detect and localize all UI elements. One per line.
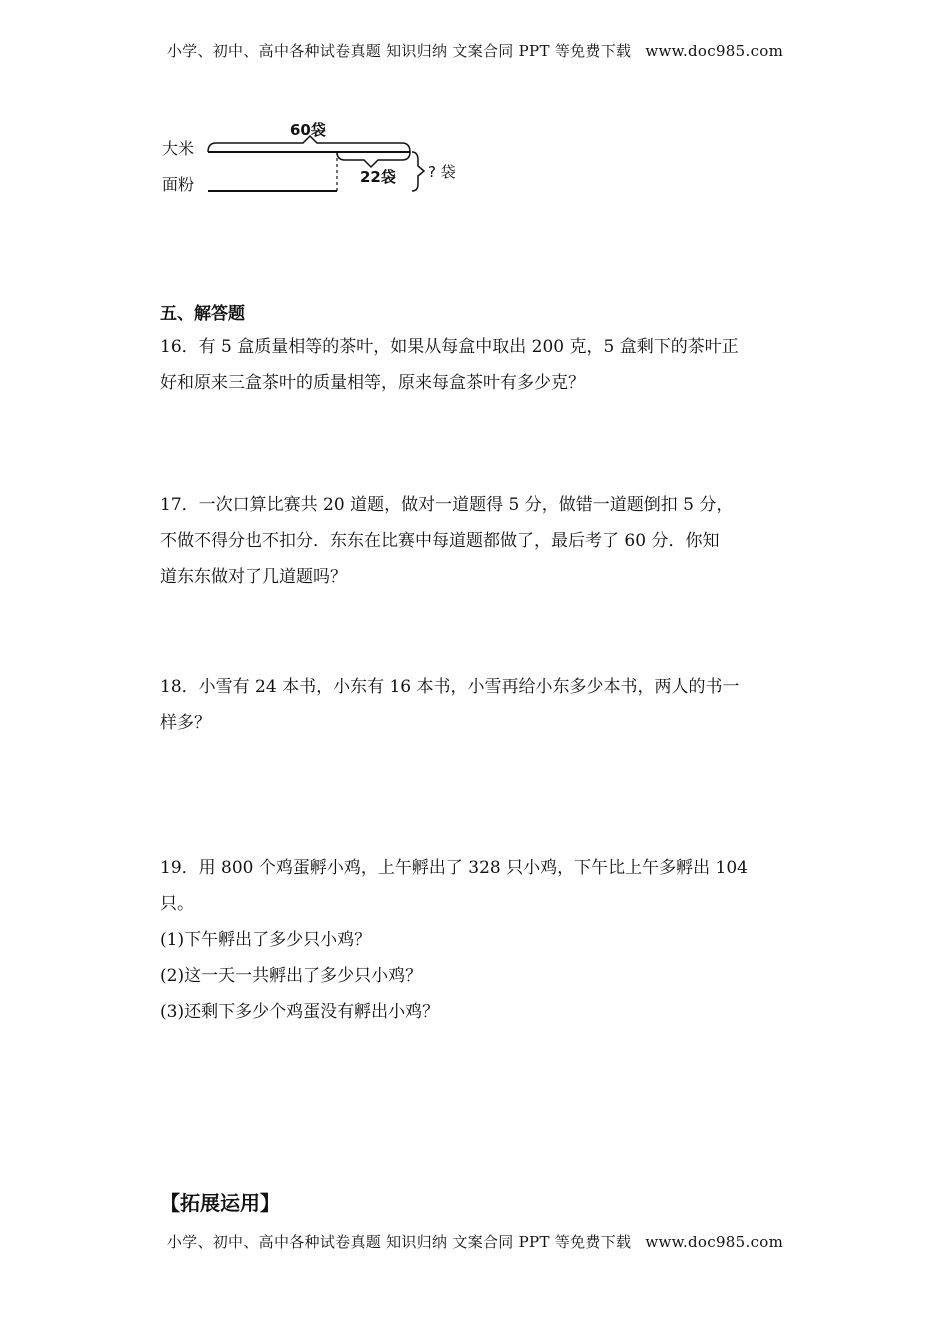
- header-text: 小学、初中、高中各种试卷真题 知识归纳 文案合同 PPT 等免费下载: [166, 42, 632, 60]
- section-title: 五、解答题: [160, 304, 245, 324]
- question-line: 只。: [160, 894, 194, 914]
- total-label: 60袋: [290, 121, 326, 139]
- footer-text: 小学、初中、高中各种试卷真题 知识归纳 文案合同 PPT 等免费下载: [166, 1233, 632, 1251]
- question-19: [160, 850, 790, 1030]
- question-line: 17．一次口算比赛共 20 道题，做对一道题得 5 分，做错一道题倒扣 5 分，: [160, 495, 734, 515]
- header-url[interactable]: www.doc985.com: [645, 42, 784, 60]
- line-segment-diagram: [160, 112, 470, 197]
- question-line: 19．用 800 个鸡蛋孵小鸡，上午孵出了 328 只小鸡，下午比上午多孵出 104: [160, 858, 748, 878]
- rice-label: 大米: [162, 139, 195, 158]
- page-header: [0, 40, 950, 61]
- question-brace: [412, 152, 424, 191]
- sub-question-2: (2)这一天一共孵出了多少只小鸡？: [160, 966, 423, 986]
- extension-title: 【拓展运用】: [160, 1191, 280, 1215]
- diff-label: 22袋: [360, 168, 396, 186]
- question-line: 18．小雪有 24 本书，小东有 16 本书，小雪再给小东多少本书，两人的书一: [160, 677, 740, 697]
- question-18: [160, 669, 790, 741]
- sub-question-1: (1)下午孵出了多少只小鸡？: [160, 930, 372, 950]
- question-line: 好和原来三盒茶叶的质量相等，原来每盒茶叶有多少克？: [160, 373, 585, 393]
- question-16: [160, 329, 790, 401]
- question-line: 不做不得分也不扣分．东东在比赛中每道题都做了，最后考了 60 分．你知: [160, 531, 720, 551]
- question-label: ? 袋: [428, 163, 456, 181]
- flour-label: 面粉: [162, 175, 195, 194]
- page-footer: [0, 1231, 950, 1252]
- question-line: 16．有 5 盒质量相等的茶叶，如果从每盒中取出 200 克，5 盒剩下的茶叶正: [160, 337, 739, 357]
- question-17: [160, 487, 790, 595]
- question-line: 道东东做对了几道题吗？: [160, 567, 347, 587]
- diff-brace: [337, 152, 410, 167]
- footer-url[interactable]: www.doc985.com: [645, 1233, 784, 1251]
- sub-question-3: (3)还剩下多少个鸡蛋没有孵出小鸡？: [160, 1002, 440, 1022]
- question-line: 样多？: [160, 713, 211, 733]
